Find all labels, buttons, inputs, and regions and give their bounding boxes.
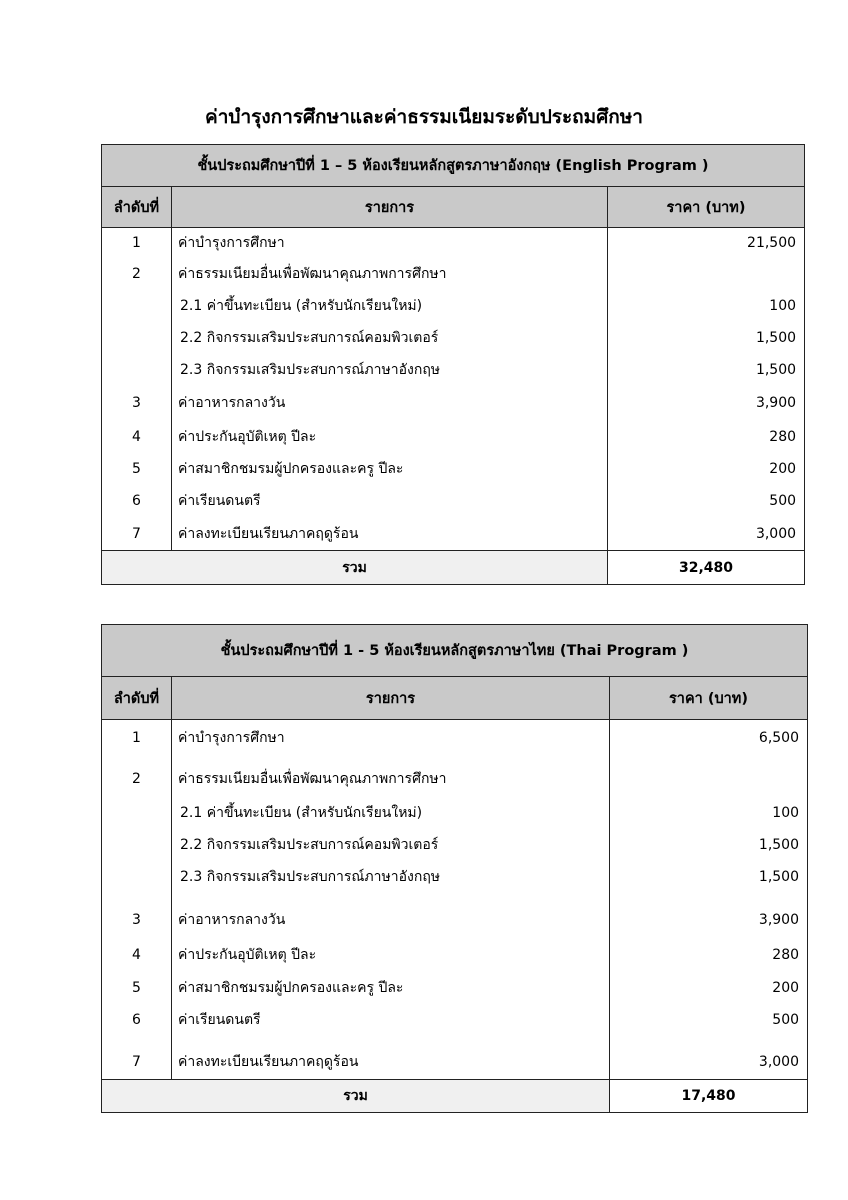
price-value: 1,500 — [755, 330, 797, 346]
section-title: ชั้นประถมศึกษาปีที่ 1 - 5 ห้องเรียนหลักสูตรภาษาไทย (Thai Program ) — [102, 625, 808, 677]
row-number: 7 — [132, 1053, 141, 1070]
row-number — [102, 322, 171, 354]
row-number: 6 — [132, 493, 141, 509]
price-value: 3,900 — [758, 912, 800, 928]
row-number: 7 — [132, 525, 141, 542]
row-number: 1 — [132, 235, 141, 251]
sub-item-label: 2.1 ค่าขึ้นทะเบียน (สำหรับนักเรียนใหม่) — [180, 804, 423, 821]
total-value: 17,480 — [610, 1080, 808, 1113]
row-number: 5 — [132, 980, 141, 996]
section-title-row — [102, 625, 808, 677]
price-value — [610, 755, 807, 797]
column-header-no: ลำดับที่ — [102, 677, 172, 720]
sub-item-label: 2.3 กิจกรรมเสริมประสบการณ์ภาษาอังกฤษ — [180, 362, 441, 378]
price-value — [608, 258, 804, 290]
item-label: ค่าเรียนดนตรี — [178, 1012, 261, 1028]
item-label: ค่าบำรุงการศึกษา — [178, 235, 285, 251]
item-label: ค่าธรรมเนียมอื่นเพื่อพัฒนาคุณภาพการศึกษา — [178, 771, 447, 787]
price-value: 200 — [772, 980, 800, 996]
total-row — [102, 551, 805, 585]
number-column — [102, 228, 172, 551]
section-title-row — [102, 145, 805, 187]
price-column — [610, 720, 808, 1080]
row-number: 4 — [132, 947, 141, 963]
sub-item-label: 2.1 ค่าขึ้นทะเบียน (สำหรับนักเรียนใหม่) — [180, 298, 423, 314]
column-header-item: รายการ — [172, 187, 608, 228]
price-value: 500 — [769, 493, 797, 509]
number-column — [102, 720, 172, 1080]
price-value: 3,000 — [755, 525, 797, 542]
row-number: 3 — [132, 395, 141, 411]
row-number: 1 — [132, 729, 141, 746]
row-number — [102, 861, 171, 892]
item-label: ค่าประกันอุบัติเหตุ ปีละ — [178, 947, 317, 963]
price-value: 3,900 — [755, 395, 797, 411]
row-number: 4 — [132, 428, 141, 445]
price-value: 3,000 — [758, 1053, 800, 1070]
item-label: ค่าประกันอุบัติเหตุ ปีละ — [178, 428, 317, 445]
sub-item-label: 2.2 กิจกรรมเสริมประสบการณ์คอมพิวเตอร์ — [180, 836, 439, 853]
item-label: ค่าเรียนดนตรี — [178, 493, 261, 509]
total-label: รวม — [102, 551, 608, 585]
fee-table-thai-program — [101, 624, 808, 1113]
body-row — [102, 228, 805, 551]
row-number — [102, 290, 171, 322]
sub-item-label: 2.3 กิจกรรมเสริมประสบการณ์ภาษาอังกฤษ — [180, 868, 441, 885]
price-value: 1,500 — [758, 868, 800, 885]
total-row — [102, 1080, 808, 1113]
row-number: 6 — [132, 1012, 141, 1028]
price-value: 280 — [772, 947, 800, 963]
header-row — [102, 677, 808, 720]
item-label: ค่าสมาชิกชมรมผู้ปกครองและครู ปีละ — [178, 980, 404, 996]
fee-table-english-program — [101, 144, 805, 585]
row-number — [102, 354, 171, 386]
item-label: ค่าสมาชิกชมรมผู้ปกครองและครู ปีละ — [178, 461, 404, 477]
row-number: 2 — [132, 771, 141, 787]
price-value: 1,500 — [758, 836, 800, 853]
row-number: 5 — [132, 461, 141, 477]
item-label: ค่าอาหารกลางวัน — [178, 395, 286, 411]
column-header-item: รายการ — [172, 677, 610, 720]
header-row — [102, 187, 805, 228]
price-value: 21,500 — [747, 235, 797, 251]
column-header-no: ลำดับที่ — [102, 187, 172, 228]
row-number — [102, 797, 171, 828]
column-header-price: ราคา (บาท) — [610, 677, 808, 720]
item-label: ค่าลงทะเบียนเรียนภาคฤดูร้อน — [178, 1053, 359, 1070]
sub-item-label: 2.2 กิจกรรมเสริมประสบการณ์คอมพิวเตอร์ — [180, 330, 439, 346]
row-number: 3 — [132, 912, 141, 928]
price-value: 100 — [769, 298, 797, 314]
total-value: 32,480 — [608, 551, 805, 585]
row-number — [102, 828, 171, 861]
price-value: 100 — [772, 804, 800, 821]
row-number: 2 — [132, 266, 141, 282]
price-value: 500 — [772, 1012, 800, 1028]
price-value: 200 — [769, 461, 797, 477]
item-column — [172, 720, 610, 1080]
body-row — [102, 720, 808, 1080]
item-label: ค่าบำรุงการศึกษา — [178, 729, 285, 746]
total-label: รวม — [102, 1080, 610, 1113]
price-value: 1,500 — [755, 362, 797, 378]
price-column — [608, 228, 805, 551]
item-column — [172, 228, 608, 551]
price-value: 6,500 — [758, 729, 800, 746]
column-header-price: ราคา (บาท) — [608, 187, 805, 228]
item-label: ค่าธรรมเนียมอื่นเพื่อพัฒนาคุณภาพการศึกษา — [178, 266, 447, 282]
item-label: ค่าลงทะเบียนเรียนภาคฤดูร้อน — [178, 525, 359, 542]
section-title: ชั้นประถมศึกษาปีที่ 1 – 5 ห้องเรียนหลักสูตรภาษาอังกฤษ (English Program ) — [102, 145, 805, 187]
item-label: ค่าอาหารกลางวัน — [178, 912, 286, 928]
page-title: ค่าบำรุงการศึกษาและค่าธรรมเนียมระดับประถมศึกษา — [205, 106, 643, 128]
price-value: 280 — [769, 428, 797, 445]
